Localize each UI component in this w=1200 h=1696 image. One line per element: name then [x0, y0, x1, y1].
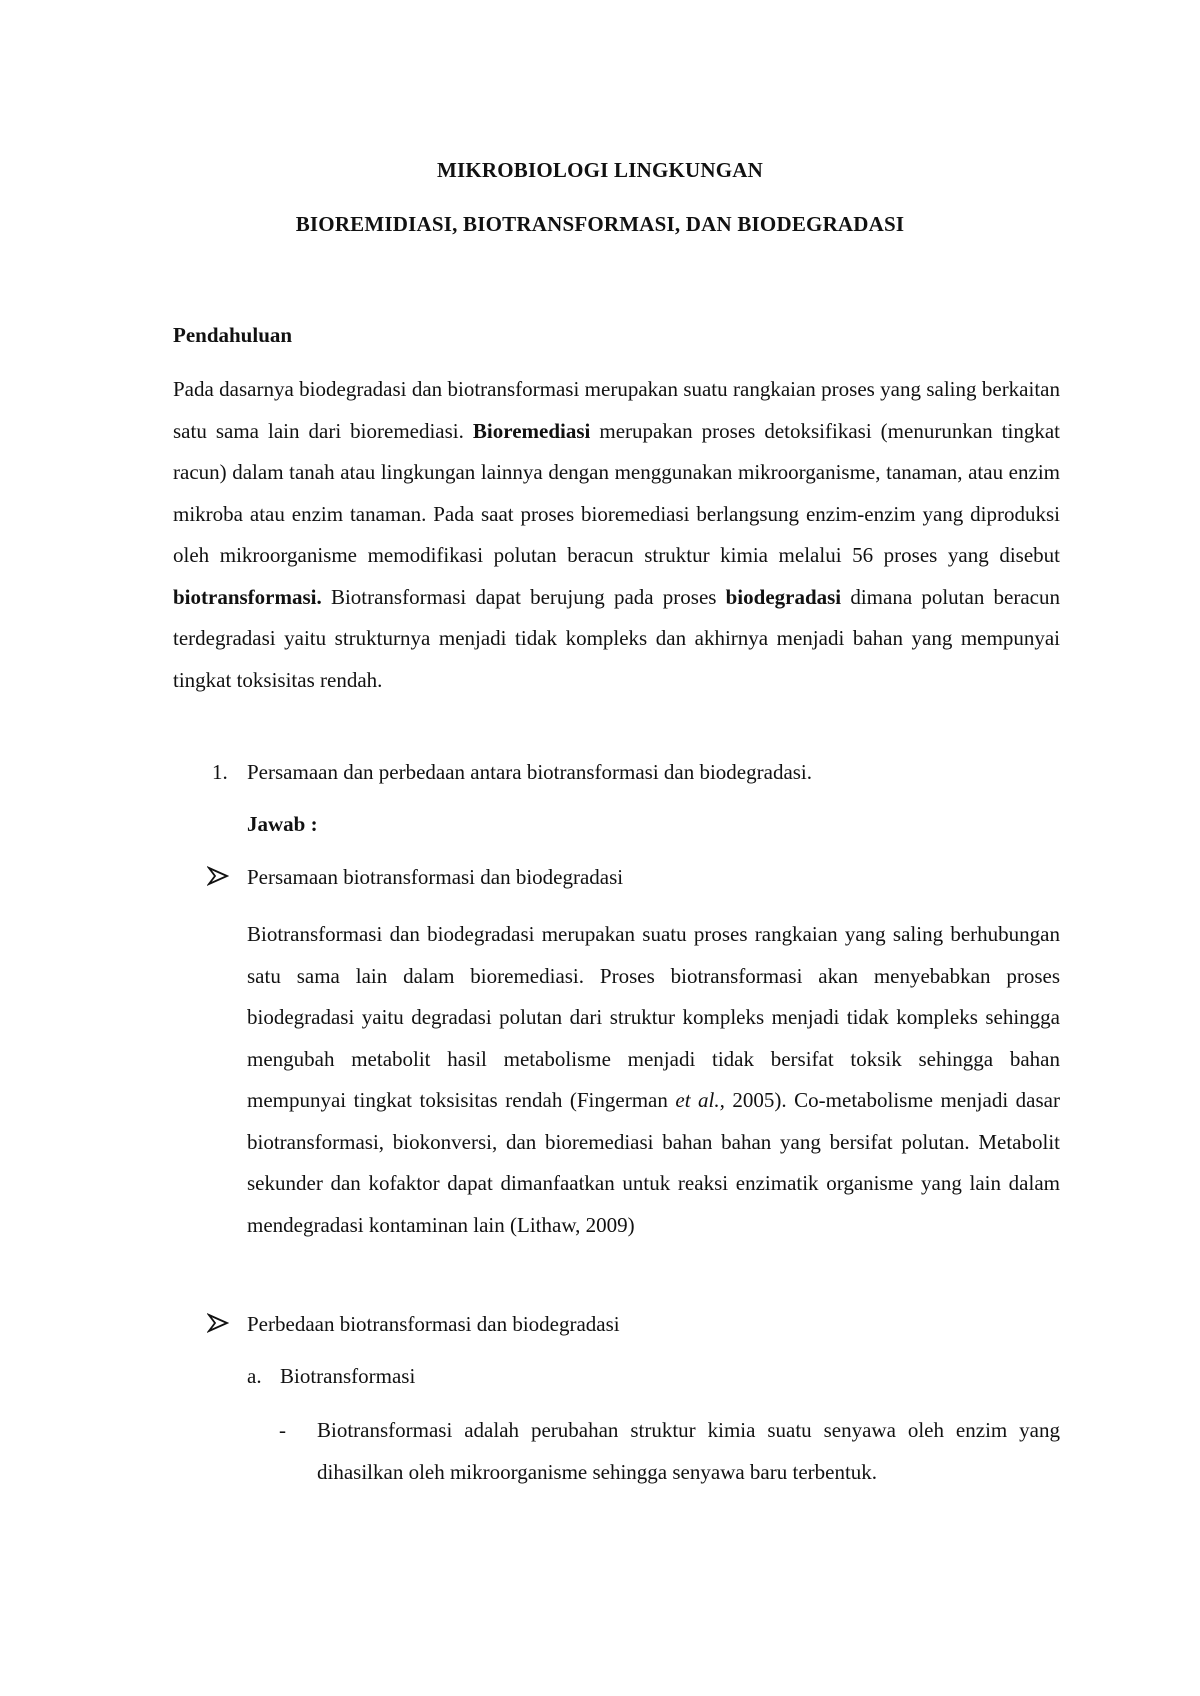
term-bioremediasi: Bioremediasi — [472, 418, 591, 443]
item-text: Biotransformasi — [280, 1364, 416, 1388]
dash-item-text: Biotransformasi adalah perubahan struktur kimia suatu senyawa oleh enzim yang dihasilkan oleh mikroorganisme sehingga senyawa baru terbentuk. — [317, 1418, 1060, 1484]
paragraph-text: Biotransformasi dan biodegradasi merupakan suatu proses rangkaian yang saling berhubungan satu sama lain dalam bioremediasi. Proses biotransformasi akan menyebabkan proses biodegradasi yaitu degradasi polutan dari struktur kompleks menjadi tidak kompleks sehingga mengubah metabolit hasil metabolisme menjadi tidak bersifat toksik sehingga bahan mempunyai tingkat toksisitas rendah (Fingerman — [247, 922, 1060, 1112]
item-number: 1. — [212, 760, 228, 784]
intro-paragraph — [173, 369, 1060, 701]
term-biodegradasi: biodegradasi — [725, 584, 842, 609]
arrowhead-bullet-icon — [207, 1312, 229, 1334]
intro-text: Biotransformasi dapat berujung pada proses — [321, 584, 726, 609]
section-heading: Pendahuluan — [173, 323, 293, 347]
arrowhead-bullet-icon — [207, 865, 229, 887]
document-title: MIKROBIOLOGI LINGKUNGAN — [436, 158, 764, 182]
item-letter: a. — [247, 1364, 262, 1388]
dash-marker: - — [279, 1418, 286, 1442]
bullet-text: Perbedaan biotransformasi dan biodegradasi — [247, 1312, 620, 1336]
intro-text: dimana polutan beracun terdegradasi yaitu strukturnya menjadi tidak kompleks dan akhirnya menjadi bahan yang mempunyai tingkat toksisitas rendah. — [173, 584, 1060, 692]
answer-label: Jawab : — [247, 812, 318, 836]
intro-text: merupakan proses detoksifikasi (menurunkan tingkat racun) dalam tanah atau lingkungan lainnya dengan menggunakan mikroorganisme, tanaman, atau enzim mikroba atau enzim tanaman. Pada saat proses bioremediasi berlangsung enzim-enzim yang diproduksi oleh mikroorganisme memodifikasi polutan beracun struktur kimia melalui 56 proses yang disebut — [173, 418, 1060, 567]
bullet-text: Persamaan biotransformasi dan biodegradasi — [247, 865, 624, 889]
document-subtitle: BIOREMIDIASI, BIOTRANSFORMASI, DAN BIODEGRADASI — [295, 212, 905, 236]
intro-text: Pada dasarnya biodegradasi dan biotransformasi merupakan suatu rangkaian proses yang saling berkaitan satu sama lain dari bioremediasi. — [173, 377, 1060, 443]
citation-et-al: et al., — [675, 1088, 725, 1112]
similarity-paragraph — [247, 914, 1060, 1246]
item-text: Persamaan dan perbedaan antara biotransformasi dan biodegradasi. — [247, 760, 813, 784]
dash-list-item — [279, 1410, 1060, 1493]
term-biotransformasi: biotransformasi. — [173, 584, 322, 609]
paragraph-text: 2005). Co-metabolisme menjadi dasar biotransformasi, biokonversi, dan bioremediasi bahan bahan yang bersifat polutan. Metabolit sekunder dan kofaktor dapat dimanfaatkan untuk reaksi enzimatik organisme yang lain dalam mendegradasi kontaminan lain (Lithaw, 2009) — [247, 1088, 1060, 1237]
